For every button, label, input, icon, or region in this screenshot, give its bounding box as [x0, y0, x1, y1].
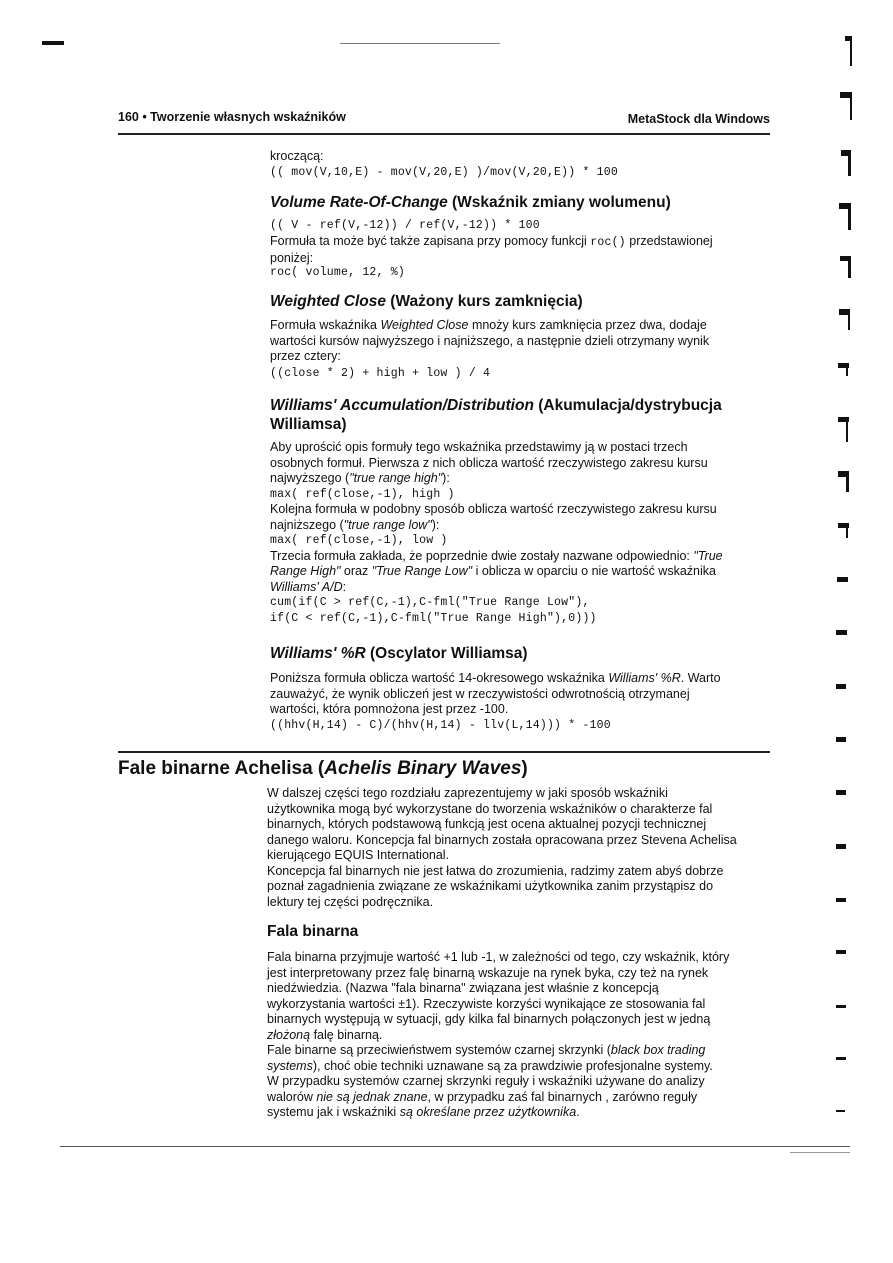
bottom-rule [60, 1146, 850, 1147]
formula-williams-r: ((hhv(H,14) - C)/(hhv(H,14) - llv(L,14))) * -100 [270, 718, 611, 732]
heading-weighted-close: Weighted Close (Ważony kurs zamknięcia) [270, 293, 583, 310]
scan-line-top [340, 43, 500, 44]
running-header-left: 160 • Tworzenie własnych wskaźników [118, 110, 346, 124]
heading-williams-ad: Williams' Accumulation/Distribution (Akumulacja/dystrybucja Williamsa) [270, 397, 722, 433]
formula-ad-3a: cum(if(C > ref(C,-1),C-fml("True Range Low"), [270, 596, 590, 609]
subheading-fala-binarna: Fala binarna [267, 923, 359, 940]
formula-ad-2: max( ref(close,-1), low ) [270, 534, 448, 547]
formula-ad-1: max( ref(close,-1), high ) [270, 487, 455, 501]
header-rule [118, 133, 770, 135]
section-paragraph-2: Fala binarna przyjmuje wartość +1 lub -1, w zależności od tego, czy wskaźnik, który jest interpretowany przez falę binarną wskazuje na rynek byka, czy też na rynek niedźwiedzia. (Nazwa "fala binarna" związana jest właśnie z koncepcją wykorzystania wartości ±1). Rzeczywiste korzyści wynikające ze stosowania fal binarnych występują w sytuacji, gdy kilka fal binarnych połączonych jest w jedną złożoną falę binarną. Fale binarne są przeciwieństwem systemów czarnej skrzynki (black box trading systems), choć obie techniki uznawane są za prawdziwie profesjonalne systemy. W przypadku systemów czarnej skrzynki reguły i wskaźniki używane do analizy walorów nie są jednak znane, w przypadku zaś fal binarnych , zarówno reguły systemu jak i wskaźniki są określane przez użytkownika. [267, 950, 730, 1119]
scan-mark-top-left [42, 41, 64, 45]
formula-vroc-2: roc( volume, 12, %) [270, 266, 405, 279]
williams-ad-text: Aby uprościć opis formuły tego wskaźnika przedstawimy ją w postaci trzech osobnych formuł. Pierwsza z nich oblicza wartość rzeczywistego zakresu kursu najwyższego ("true range high"): max( ref(close,-1), high ) Kolejna formuła w podobny sposób oblicza wartość rzeczywistego zakresu kursu najniższego ("true range low"): max( ref(close,-1), low ) Trzecia formuła zakłada, że poprzednie dwie zostały nazwane odpowiednio: "True Range High" oraz "True Range Low" i oblicza w oparciu o nie wartość wskaźnika Williams' A/D: cum(if(C > ref(C,-1),C-fml("True Range Low"), if(C < ref(C,-1),C-fml("True Range High"),0))) [270, 440, 790, 626]
weighted-close-text: Formuła wskaźnika Weighted Close mnoży kurs zamknięcia przez dwa, dodaje wartości kursów najwyższego i najniższego, a następnie dzieli otrzymany wynik przez cztery: [270, 318, 710, 363]
bottom-rule-faint [790, 1152, 850, 1153]
section-paragraph-1: W dalszej części tego rozdziału zaprezentujemy w jaki sposób wskaźniki użytkownika mogą być wykorzystane do tworzenia wskaźników o charakterze fal binarnych, których podstawową funkcją jest ocena aktualnej pozycji technicznej danego waloru. Koncepcja fal binarnych została opracowana przez Stevena Achelisa kierującego EQUIS International. Koncepcja fal binarnych nie jest łatwa do zrozumienia, radzimy zatem abyś dobrze poznał zagadnienia związane ze wskaźnikami użytkownika zanim przystąpisz do lektury tej części podręcznika. [267, 786, 737, 909]
section-title: Fale binarne Achelisa (Achelis Binary Waves) [118, 758, 528, 779]
williams-r-text: Poniższa formuła oblicza wartość 14-okresowego wskaźnika Williams' %R. Warto zauważyć, że wynik obliczeń jest w rzeczywistości odwrotnością otrzymanej wartości, która pomnożona jest przez -100. ((hhv(H,14) - C)/(hhv(H,14) - llv(L,14))) * -100 [270, 671, 790, 733]
section-rule [118, 751, 770, 753]
heading-volume-roc: Volume Rate-Of-Change (Wskaźnik zmiany wolumenu) [270, 194, 671, 211]
formula-weighted-close: ((close * 2) + high + low ) / 4 [270, 367, 491, 380]
vroc-text: Formuła ta może być także zapisana przy pomocy funkcji roc() przedstawionej poniżej: [270, 234, 713, 265]
intro-text: kroczącą: [270, 149, 324, 163]
running-header-right: MetaStock dla Windows [627, 112, 770, 126]
formula-vroc: (( V - ref(V,-12)) / ref(V,-12)) * 100 [270, 219, 540, 232]
heading-williams-r: Williams' %R (Oscylator Williamsa) [270, 645, 528, 662]
formula-ad-3b: if(C < ref(C,-1),C-fml("True Range High"),0))) [270, 611, 597, 625]
formula-intro: (( mov(V,10,E) - mov(V,20,E) )/mov(V,20,E)) * 100 [270, 166, 618, 179]
